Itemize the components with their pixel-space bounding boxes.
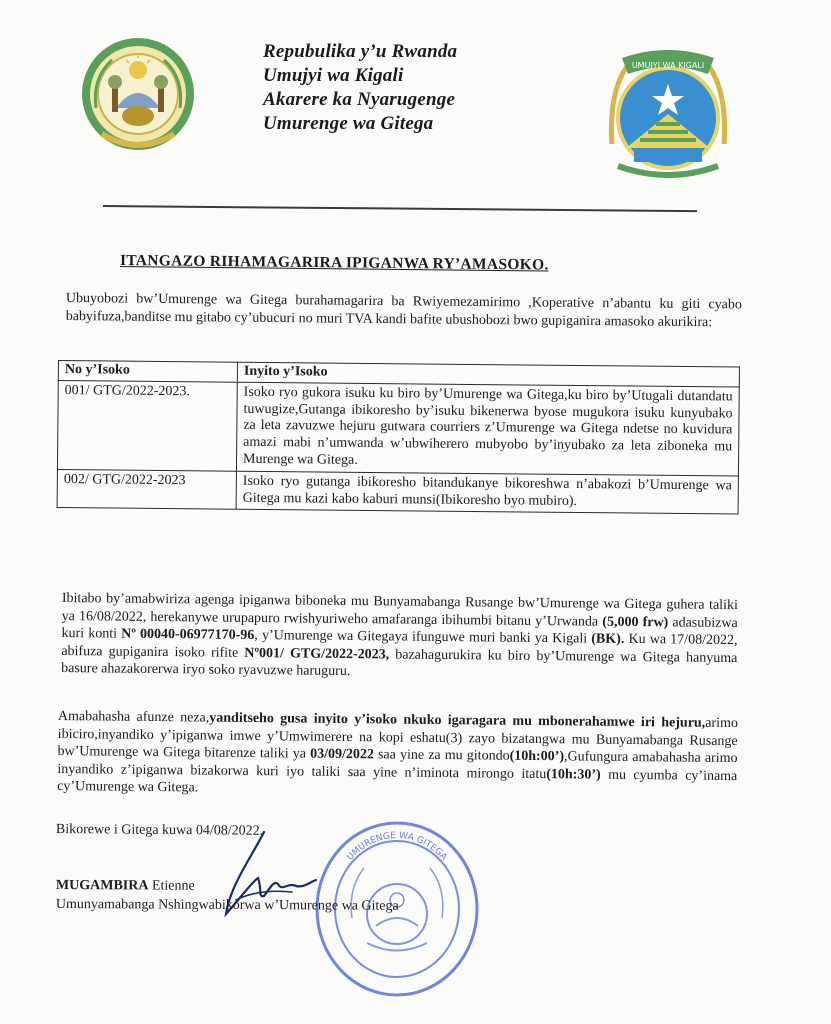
- signatory-block: [56, 876, 399, 916]
- column-header-tender-number: No y’Isoko: [58, 361, 237, 383]
- signatory-name: [56, 876, 399, 897]
- letterhead: [263, 40, 457, 136]
- emblem-banner-text: UMUJYI WA KIGALI: [631, 61, 705, 70]
- paragraph-text: Ibitabo by’amabwiriza agenga ipiganwa biboneka mu Bunyamabanga Rusange bw’Umurenge wa Gitega guhera taliki ya 16/08/2022, herekanywe urupapuro rwishyuriweho amafaranga ibihumbi bitanu y’Urwanda: [61, 590, 738, 630]
- opening-time: (10h:30’): [546, 766, 601, 783]
- paragraph-text: arimo ibiciro,inyandiko y’ipiganwa imwe y’Umwimerere na kopi eshatu(3) zayo bizatangwa mu Bunyamabanga Rusange bw’Umurenge wa Gitega bitarenze taliki ya: [57, 715, 738, 762]
- paragraph-text: ,Gufungura amabahasha arimo inyandiko z’ipiganwa bizakorwa kuri iyo taliki saa yine n’iminota mirongo itatu: [57, 749, 738, 782]
- tender-description-cell: Isoko ryo gutanga ibikoresho bitandukanye bikoreshwa n’abakozi b’Umurenge wa Gitega mu kazi kabo kaburi munsi(Ibikoresho byo mubiro).: [236, 471, 738, 514]
- table-row: [57, 380, 739, 476]
- letterhead-line-district: Akarere ka Nyarugenge: [263, 89, 456, 110]
- document-title: ITANGAZO RIHAMAGARIRA IPIGANWA RY’AMASOKO.: [119, 252, 549, 274]
- tender-reference: Nº001/ GTG/2022-2023,: [244, 645, 390, 662]
- paragraph-text: Ku wa 17/08/2022, abifuza gupiganira isoko rifite: [61, 631, 738, 661]
- deadline-date: 03/09/2022: [310, 746, 374, 763]
- bidding-documents-paragraph: [61, 590, 738, 685]
- signatory-given-name: Etienne: [148, 878, 195, 894]
- stamp-text: UMURENGE WA GITEGA: [345, 830, 449, 863]
- bank-name: (BK).: [591, 631, 625, 647]
- column-header-tender-title: Inyito y’Isoko: [237, 362, 739, 387]
- paragraph-text: bazahagurukira ku biro by’Umurenge wa Gitega hanyuma basure ahazakorerwa iryo soko ryavuzwe haruguru.: [61, 646, 738, 680]
- intro-paragraph: Ubuyobozi bw’Umurenge wa Gitega burahamagarira ba Rwiyemezamirimo ,Koperative n’abantu ku giti cyabo babyifuza,banditse mu gitabo cy’ubucuri no muri TVA kandi bafite ubushobozi bwo gupiganira amasoko akurikira:: [65, 290, 742, 330]
- letterhead-line-country: Repubulika y’u Rwanda: [263, 41, 458, 62]
- paragraph-text: adasubizwa kuri konti: [61, 614, 738, 642]
- paragraph-text: Amabahasha afunze neza,: [57, 708, 210, 726]
- rwanda-coat-of-arms-emblem: [82, 38, 194, 162]
- table-row: [57, 469, 738, 514]
- paragraph-text: saa yine za mu gitondo: [373, 747, 510, 764]
- kigali-city-emblem: [604, 44, 732, 186]
- envelope-instruction: yanditseho gusa inyito y’isoko nkuko igaragara mu mbonerahamwe iri hejuru,: [209, 710, 706, 731]
- svg-text:UMURENGE WA GITEGA: [345, 831, 449, 863]
- paragraph-text: mu cyumba cy’inama cy’Umurenge wa Gitega.: [57, 767, 738, 796]
- fee-amount: (5,000 frw): [602, 614, 669, 630]
- header-divider: [103, 205, 697, 212]
- tender-description-cell: Isoko ryo gukora isuku ku biro by’Umurenge wa Gitega,ku biro by’Utugali dutandatu tuwugize,Gutanga ibikoresho by’isuku bikenerwa byose mugukora isuku kunyubako za leta zavuzwe hejuru gutwara courriers z’Umurenge wa Gitega ndetse no kuvidura amazi mabi n’umwanda w’ubwiherero mubyobo by’inyubako za leta ziboneka mu Murenge wa Gitega.: [236, 382, 739, 476]
- paragraph-text: , y’Umurenge wa Gitegaya ifunguwe muri banki ya Kigali: [254, 628, 592, 647]
- tender-number-cell: 001/ GTG/2022-2023.: [57, 380, 237, 471]
- deadline-time: (10h:00’): [509, 748, 565, 765]
- tender-number-cell: 002/ GTG/2022-2023: [57, 469, 236, 509]
- signatory-surname: MUGAMBIRA: [55, 878, 149, 894]
- letterhead-line-sector: Umurenge wa Gitega: [263, 113, 434, 134]
- letterhead-line-city: Umujyi wa Kigali: [263, 65, 404, 86]
- bank-account-number: Nº 00040-06977170-96: [121, 626, 255, 644]
- date-line: Bikorewe i Gitega kuwa 04/08/2022.: [55, 821, 264, 839]
- submission-paragraph: [57, 708, 738, 803]
- tender-table: [57, 360, 740, 515]
- signatory-role: Umunyamabanga Nshingwabikorwa w’Umurenge wa Gitega: [55, 896, 399, 914]
